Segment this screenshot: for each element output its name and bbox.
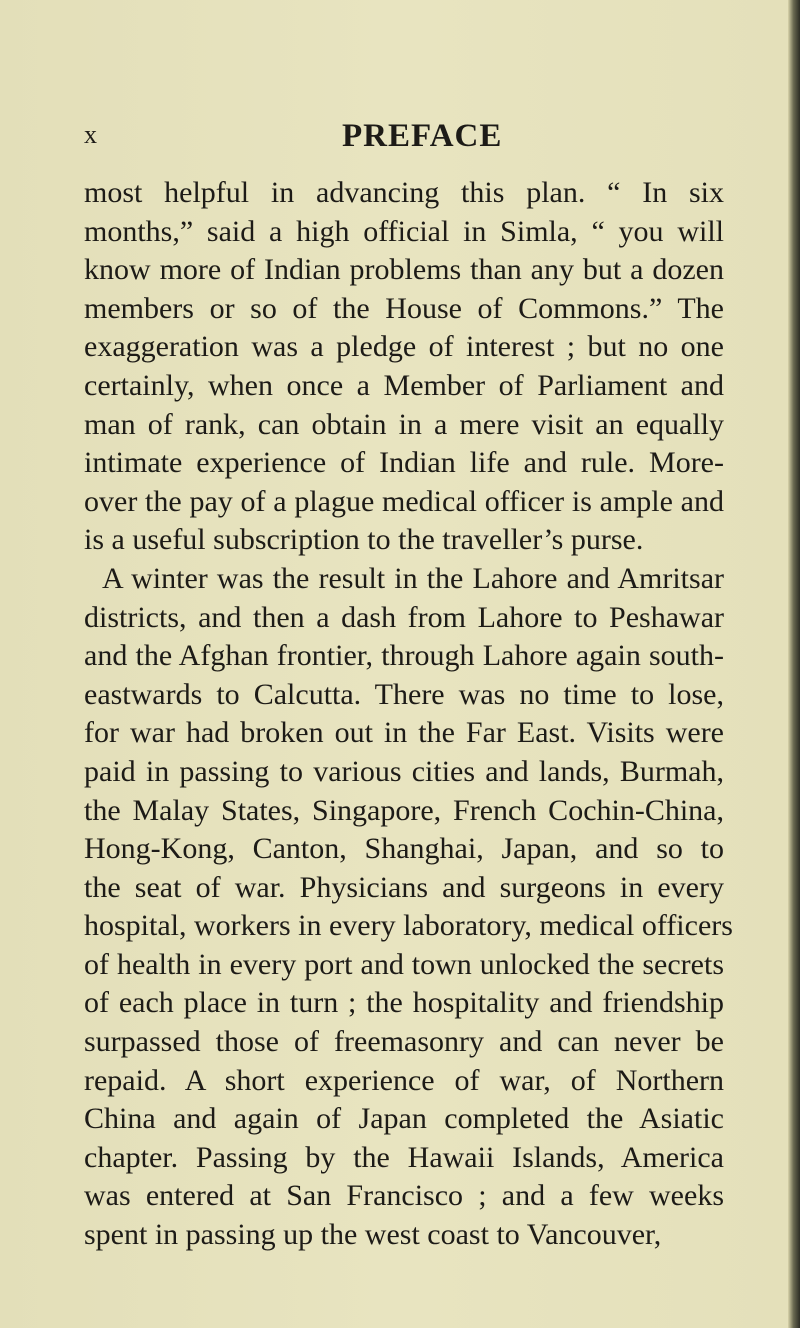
text-line: the seat of war. Physicians and surgeons in every (84, 870, 724, 904)
text-line: man of rank, can obtain in a mere visit an equally (84, 407, 724, 441)
text-line: know more of Indian problems than any but a dozen (84, 253, 724, 287)
running-head-title: PREFACE (342, 118, 503, 154)
running-head (84, 118, 704, 158)
text-line: the Malay States, Singapore, French Cochin-China, (84, 793, 724, 827)
text-line: eastwards to Calcutta. There was no time to lose, (84, 677, 724, 711)
text-line: most helpful in advancing this plan. “ In six (84, 176, 724, 209)
text-line: of each place in turn ; the hospitality and friendship (84, 986, 724, 1020)
text-line: spent in passing up the west coast to Vancouver, (84, 1218, 662, 1252)
text-line: paid in passing to various cities and lands, Burmah, (84, 754, 724, 788)
text-line: and the Afghan frontier, through Lahore again south- (84, 639, 724, 673)
text-line: exaggeration was a pledge of interest ; but no one (84, 330, 724, 364)
text-line: surpassed those of freemasonry and can never be (84, 1025, 724, 1059)
paragraph-first-line: A winter was the result in the Lahore and Amritsar (102, 561, 724, 595)
text-line: of health in every port and town unlocked the secrets (84, 947, 724, 981)
text-line: China and again of Japan completed the Asiatic (84, 1102, 724, 1136)
body-text (84, 174, 733, 1255)
text-line: repaid. A short experience of war, of Northern (84, 1063, 724, 1097)
text-line: for war had broken out in the Far East. Visits were (84, 716, 724, 750)
binding-edge (788, 0, 800, 1328)
text-line: was entered at San Francisco ; and a few weeks (84, 1179, 724, 1213)
text-line: certainly, when once a Member of Parliament and (84, 368, 724, 402)
text-line: over the pay of a plague medical officer is ample and (84, 484, 724, 518)
text-line: chapter. Passing by the Hawaii Islands, America (84, 1140, 724, 1174)
page-number: x (84, 120, 98, 149)
text-line: hospital, workers in every laboratory, medical officers (84, 909, 733, 943)
text-line: districts, and then a dash from Lahore to Peshawar (84, 600, 724, 634)
text-line: members or so of the House of Commons.” The (84, 291, 724, 325)
text-line: months,” said a high official in Simla, “ you will (84, 214, 724, 248)
text-line: Hong-Kong, Canton, Shanghai, Japan, and so to (84, 832, 724, 866)
text-line: intimate experience of Indian life and rule. More- (84, 446, 724, 480)
text-line: is a useful subscription to the traveller’s purse. (84, 523, 644, 557)
